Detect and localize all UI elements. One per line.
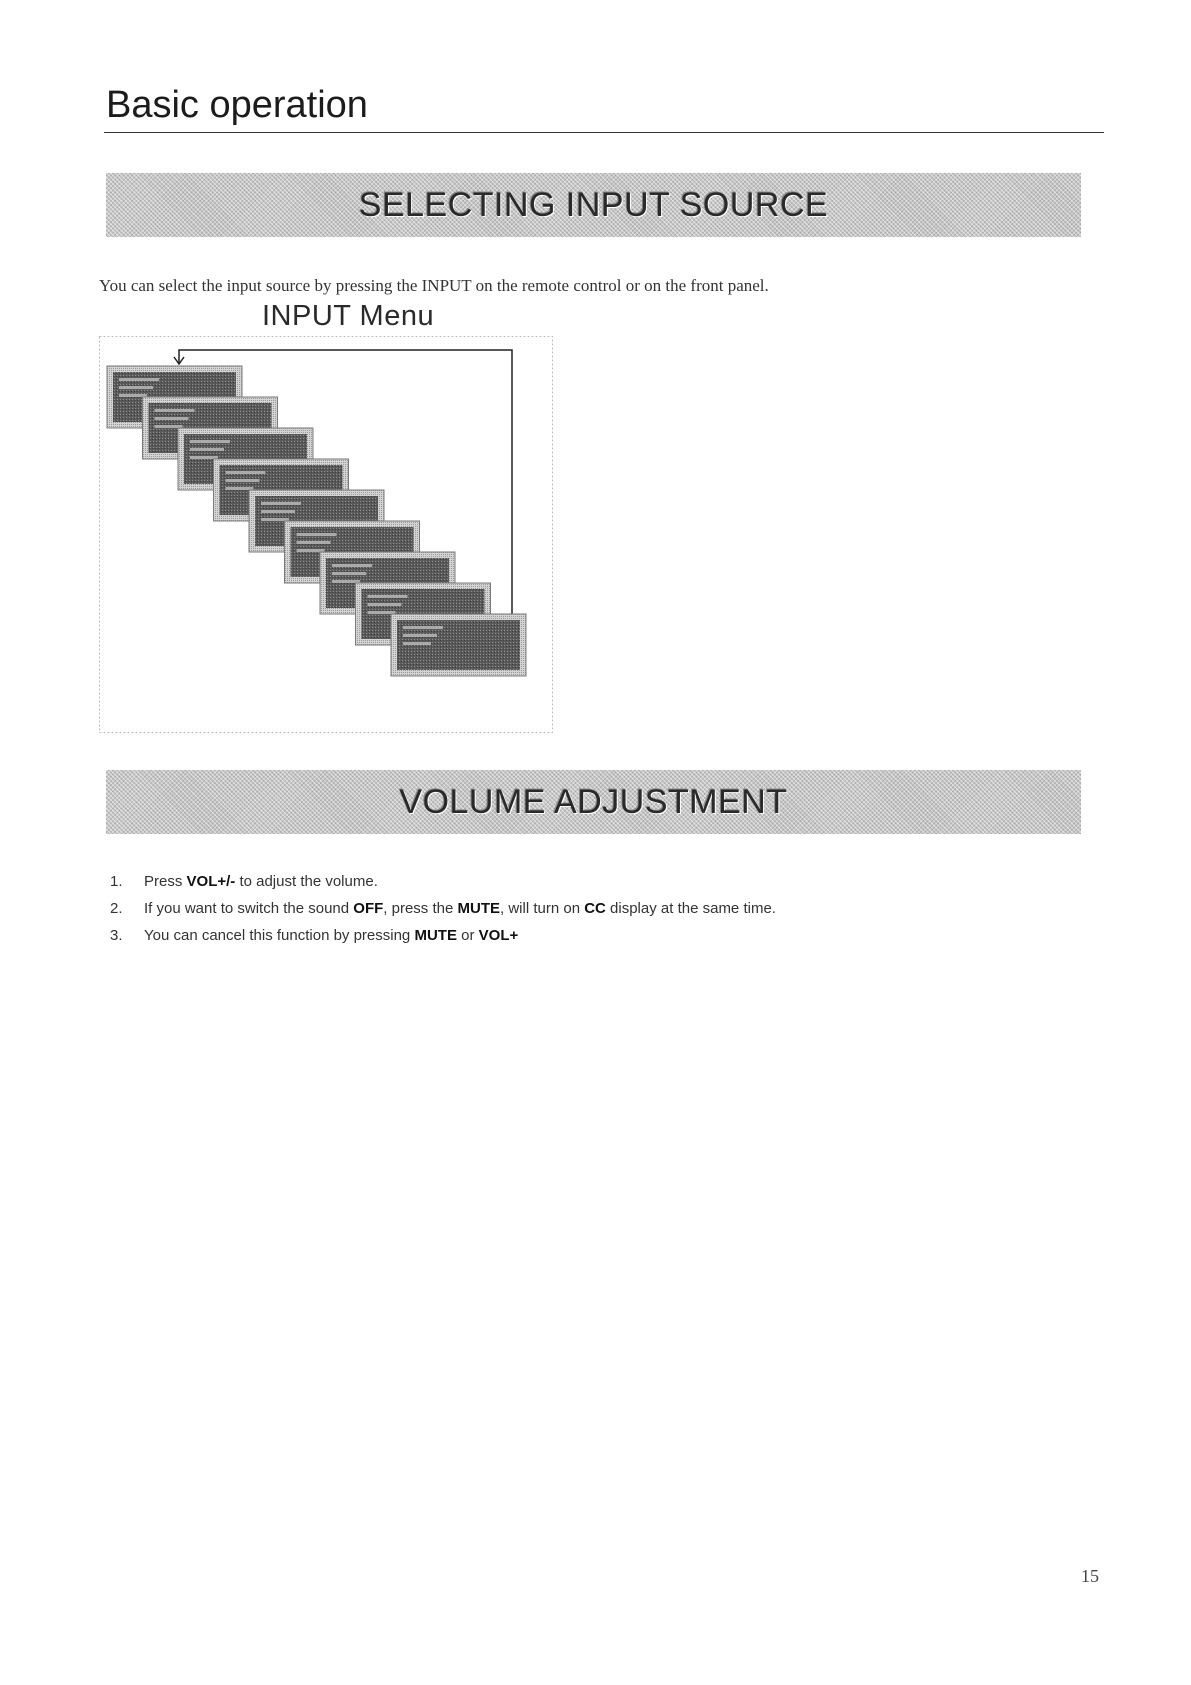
input-menu-title: INPUT Menu: [262, 300, 435, 332]
step-text: to adjust the volume.: [235, 873, 378, 890]
section-banner-volume: [106, 770, 1081, 834]
step-keyword: MUTE: [414, 927, 457, 944]
step-text: , press the: [383, 900, 458, 917]
step-keyword: OFF: [353, 900, 384, 917]
step-keyword: CC: [584, 900, 606, 917]
menu-screen: [391, 614, 526, 676]
step-keyword: MUTE: [457, 900, 500, 917]
step-item: [110, 868, 776, 895]
step-number: 3.: [110, 927, 123, 944]
section-heading: VOLUME ADJUSTMENT: [399, 782, 788, 821]
step-number: 2.: [110, 900, 123, 917]
step-text: You can cancel this function by pressing: [144, 927, 415, 944]
section-heading: SELECTING INPUT SOURCE: [358, 185, 829, 224]
step-keyword: VOL+: [478, 927, 519, 944]
step-text: display at the same time.: [605, 900, 776, 917]
step-text: or: [456, 927, 479, 944]
step-item: [110, 922, 776, 949]
step-text: , will turn on: [500, 900, 585, 917]
step-number: 1.: [110, 873, 123, 890]
volume-steps-list: [110, 868, 776, 949]
intro-paragraph: You can select the input source by pressing the INPUT on the remote control or on the front panel.: [99, 276, 769, 295]
step-text: Press: [144, 873, 187, 890]
step-item: [110, 895, 776, 922]
title-divider: [104, 132, 1104, 133]
step-text: If you want to switch the sound: [144, 900, 354, 917]
step-keyword: VOL+/-: [186, 873, 236, 890]
menu-screen-stack: [107, 366, 526, 676]
section-banner-input-source: [106, 173, 1081, 237]
page-number: 15: [1081, 1566, 1099, 1586]
input-menu-diagram: [99, 336, 553, 733]
page-title: Basic operation: [106, 84, 368, 126]
